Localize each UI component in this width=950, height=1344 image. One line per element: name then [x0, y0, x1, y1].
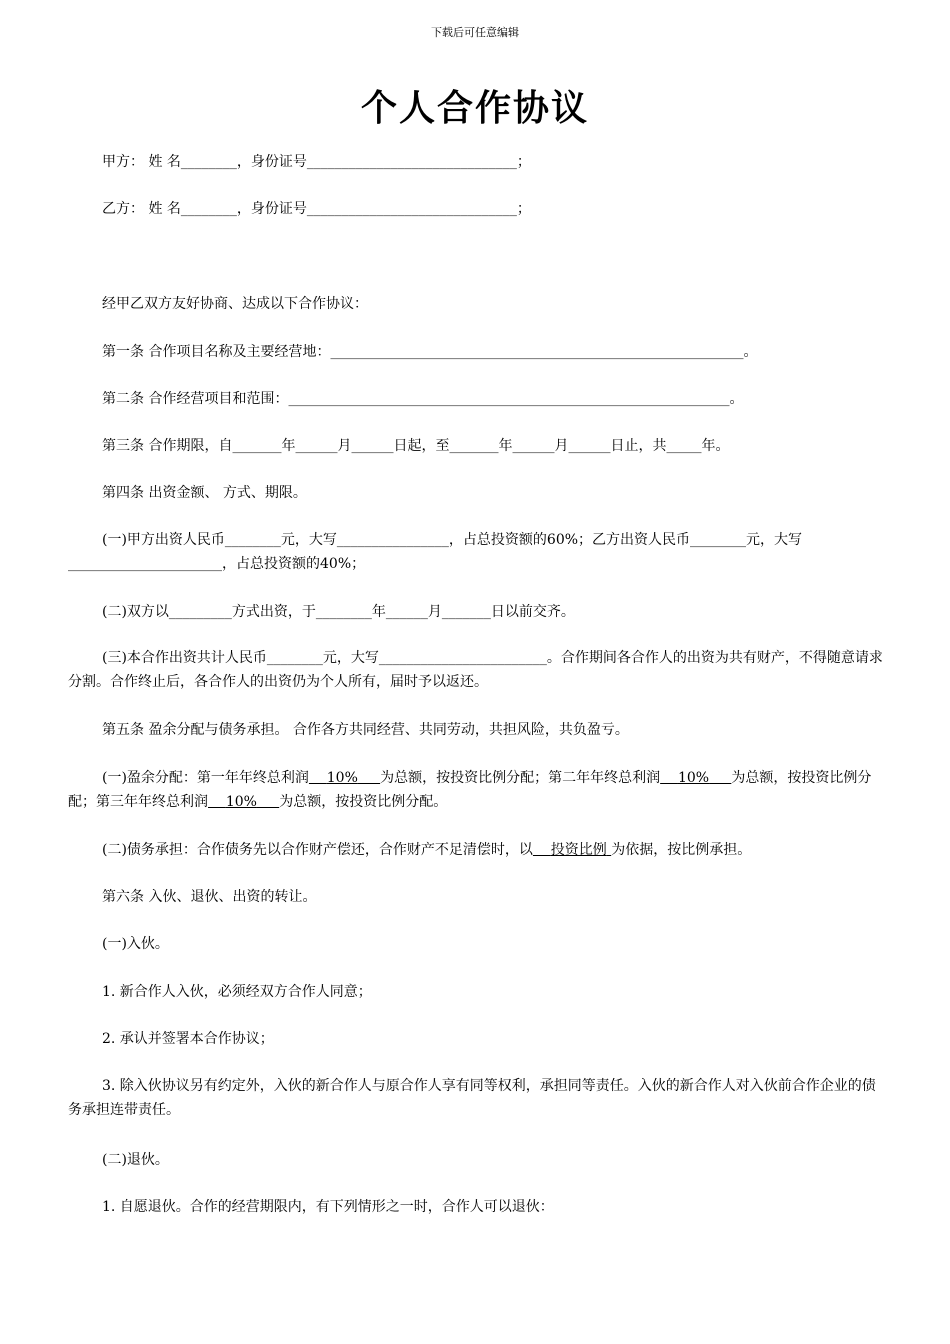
article-2: 第二条 合作经营项目和范围：_______________________________________________________________。	[102, 391, 744, 407]
article-5-item-1	[68, 766, 883, 814]
article-6-item-1-2: 2. 承认并签署本合作协议；	[102, 1031, 274, 1047]
a5-1-profit-1	[309, 770, 380, 786]
party-b-line: 乙方： 姓 名________，身份证号______________________________；	[102, 201, 531, 217]
article-4: 第四条 出资金额、 方式、期限。	[102, 485, 307, 501]
article-6-item-1-1: 1. 新合作人入伙，必须经双方合作人同意；	[102, 984, 372, 1000]
a5-2-text-a: (二)债务承担：合作债务先以合作财产偿还，合作财产不足清偿时，以	[102, 842, 533, 858]
article-5: 第五条 盈余分配与债务承担。 合作各方共同经营、共同劳动，共担风险，共负盈亏。	[102, 722, 629, 738]
page-title: 个人合作协议	[360, 88, 589, 129]
article-6-item-2-1: 1. 自愿退伙。合作的经营期限内，有下列情形之一时，合作人可以退伙：	[102, 1199, 554, 1215]
a5-2-basis	[533, 842, 611, 858]
article-6-item-1-3: 3. 除入伙协议另有约定外，入伙的新合作人与原合作人享有同等权利，承担同等责任。入伙的新合作人对入伙前合作企业的债务承担连带责任。	[68, 1078, 876, 1118]
article-4-item-1: (一)甲方出资人民币________元，大写________________，占总投资额的60%；乙方出资人民币________元，大写______________________，占总投资额的40%；	[68, 532, 803, 572]
party-a-line: 甲方： 姓 名________，身份证号______________________________；	[102, 154, 531, 170]
a5-1-text-b: 为总额，按投资比例分配；第二年年终总利润	[380, 770, 661, 786]
article-4-item-2: (二)双方以_________方式出资，于________年______月_______日以前交齐。	[102, 604, 575, 620]
article-4-item-3: (三)本合作出资共计人民币________元，大写________________________。合作期间各合作人的出资为共有财产，不得随意请求分割。合作终止后，各合作人的出资仍为个人所有，届时予以返还。	[68, 650, 883, 690]
intro-line: 经甲乙双方友好协商、达成以下合作协议：	[102, 296, 368, 312]
article-6-item-1: (一)入伙。	[102, 936, 169, 952]
page-header-note: 下载后可任意编辑	[431, 26, 519, 39]
a5-1-profit-2-value: 10%	[677, 770, 710, 786]
a5-1-profit-1-value: 10%	[326, 770, 358, 786]
a5-1-profit-3	[208, 794, 279, 810]
a5-2-basis-value: 投资比例	[550, 842, 607, 858]
article-1: 第一条 合作项目名称及主要经营地：___________________________________________________________。	[102, 344, 758, 360]
a5-1-profit-3-value: 10%	[225, 794, 257, 810]
a5-1-profit-2	[660, 770, 731, 786]
a5-1-text-a: (一)盈余分配：第一年年终总利润	[102, 770, 309, 786]
a5-2-text-b: 为依据，按比例承担。	[611, 842, 752, 858]
a5-1-text-c: 为总额，按投资比例分配；第三年年终总利润	[68, 770, 872, 810]
a5-1-text-d: 为总额，按投资比例分配。	[279, 794, 448, 810]
article-5-item-2	[102, 840, 751, 860]
article-6: 第六条 入伙、退伙、出资的转让。	[102, 889, 317, 905]
article-6-item-2: (二)退伙。	[102, 1152, 169, 1168]
article-3: 第三条 合作期限，自_______年______月______日起，至_______年______月______日止，共_____年。	[102, 438, 730, 454]
